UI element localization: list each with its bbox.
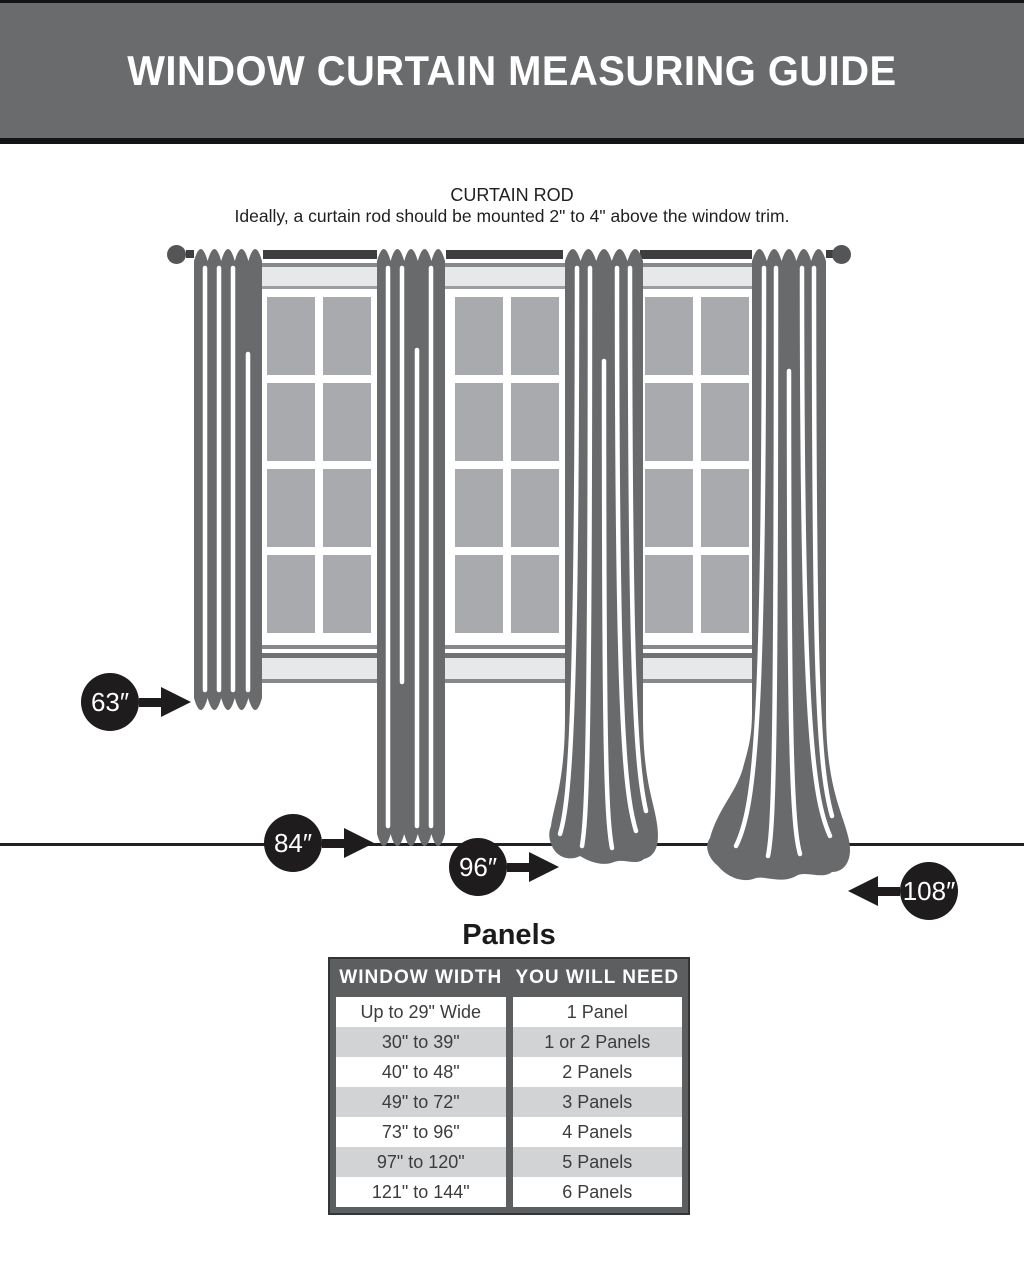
table-cell: 1 Panel: [513, 997, 683, 1027]
window-pane: [455, 555, 503, 633]
table-cell: 40" to 48": [336, 1057, 506, 1087]
table-cell: 2 Panels: [513, 1057, 683, 1087]
window-pane: [267, 555, 315, 633]
window-pane: [455, 469, 503, 547]
table-column-window-width: [336, 997, 506, 1207]
curtain-panel-96: [544, 246, 664, 868]
panels-table: [328, 957, 690, 1215]
window-pane: [323, 555, 371, 633]
guide-title: WINDOW CURTAIN MEASURING GUIDE: [127, 46, 897, 94]
arrow-right-icon: [322, 828, 374, 858]
window-pane: [455, 383, 503, 461]
table-cell: 49" to 72": [336, 1087, 506, 1117]
curtain-rod-subtitle: Ideally, a curtain rod should be mounted 2" to 4" above the window trim.: [234, 206, 790, 226]
measurement-label-96: [449, 838, 559, 896]
column-header-you-will-need: YOU WILL NEED: [515, 967, 680, 988]
window-pane: [267, 383, 315, 461]
window-pane: [455, 297, 503, 375]
table-column-you-will-need: [513, 997, 683, 1207]
window-pane: [267, 469, 315, 547]
length-badge-108: 108″: [900, 862, 958, 920]
length-badge-63: 63″: [81, 673, 139, 731]
table-cell: Up to 29" Wide: [336, 997, 506, 1027]
length-badge-84: 84″: [264, 814, 322, 872]
measurement-label-63: [81, 673, 191, 731]
window-pane: [323, 297, 371, 375]
curtain-panel-63: [193, 246, 263, 712]
length-badge-96: 96″: [449, 838, 507, 896]
table-cell: 6 Panels: [513, 1177, 683, 1207]
rod-finial-left-icon: [167, 245, 186, 264]
curtain-fabric: [707, 249, 850, 880]
window-pane: [323, 469, 371, 547]
arrow-right-icon: [507, 852, 559, 882]
measurement-label-108: [848, 862, 958, 920]
table-cell: 73" to 96": [336, 1117, 506, 1147]
curtain-rod-bar: [263, 250, 377, 259]
table-cell: 121" to 144": [336, 1177, 506, 1207]
curtain-panel-108: [700, 246, 860, 895]
curtain-rod-heading: CURTAIN ROD: [450, 185, 574, 205]
panels-title: Panels: [462, 919, 556, 951]
table-cell: 30" to 39": [336, 1027, 506, 1057]
table-cell: 5 Panels: [513, 1147, 683, 1177]
arrow-left-icon: [848, 876, 900, 906]
table-cell: 1 or 2 Panels: [513, 1027, 683, 1057]
table-cell: 97" to 120": [336, 1147, 506, 1177]
arrow-right-icon: [139, 687, 191, 717]
table-header-row: [336, 959, 682, 997]
measurement-label-84: [264, 814, 374, 872]
curtain-panel-84: [376, 246, 446, 850]
column-header-window-width: WINDOW WIDTH: [339, 967, 503, 988]
table-cell: 4 Panels: [513, 1117, 683, 1147]
window-pane: [323, 383, 371, 461]
window-pane: [267, 297, 315, 375]
table-body: [336, 997, 682, 1207]
window-pane-group: [267, 297, 371, 633]
table-cell: 3 Panels: [513, 1087, 683, 1117]
